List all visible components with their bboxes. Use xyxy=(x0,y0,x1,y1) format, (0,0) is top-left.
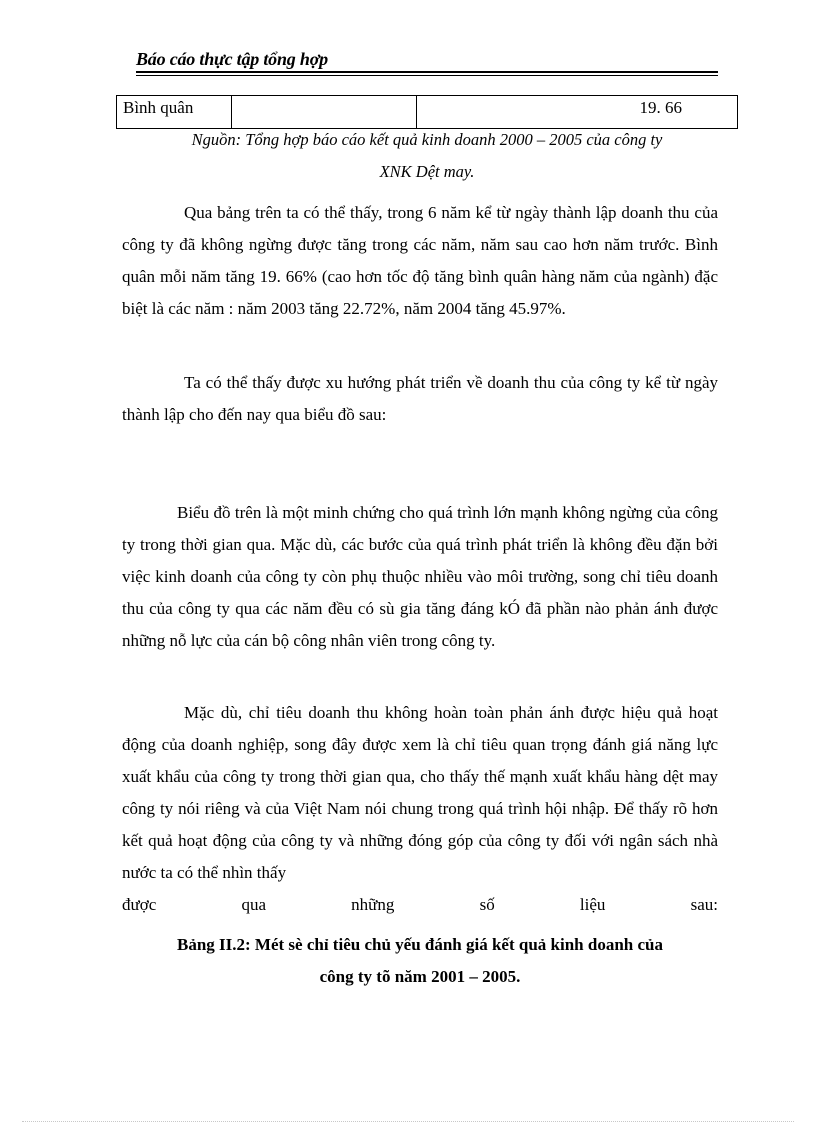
word: những xyxy=(351,895,395,914)
paragraph-revenue-importance xyxy=(122,697,718,921)
paragraph-chart-intro xyxy=(122,367,718,431)
paragraph-text: Ta có thể thấy được xu hướng phát triển về doanh thu của công ty kể từ ngày thành lập cho đến nay qua biểu đồ sau: xyxy=(122,373,718,424)
table-caption-line-2: công ty tõ năm 2001 – 2005. xyxy=(319,967,521,986)
word: sau: xyxy=(690,895,718,914)
paragraph-revenue-growth xyxy=(122,197,718,325)
table-caption-line-1: Bảng II.2: Mét sè chỉ tiêu chủ yếu đánh giá kết quả kinh doanh của xyxy=(176,935,664,954)
word: được xyxy=(122,895,157,914)
word: liệu xyxy=(579,895,606,914)
page-bottom-divider xyxy=(22,1121,794,1122)
page-header xyxy=(136,48,718,76)
paragraph-chart-commentary xyxy=(122,497,718,657)
source-note-line-2: XNK Dệt may. xyxy=(379,162,475,181)
page-header-title: Báo cáo thực tập tổng hợp xyxy=(136,49,328,69)
word: qua xyxy=(241,895,266,914)
table-caption xyxy=(122,929,718,993)
source-note xyxy=(116,124,738,188)
paragraph-text: Biểu đồ trên là một minh chứng cho quá trình lớn mạnh không ngừng của công ty trong thời gian qua. Mặc dù, các bước của quá trình phát triển là không đều đặn bởi việc kinh doanh của công ty còn phụ thuộc nhiều vào môi trường, song chỉ tiêu doanh thu của công ty qua các năm đều có sù gia tăng đáng kÓ đã phần nào phản ánh được những nỗ lực của cán bộ công nhân viên trong công ty. xyxy=(122,503,718,650)
paragraph-text: Qua bảng trên ta có thể thấy, trong 6 năm kể từ ngày thành lập doanh thu của công ty đã không ngừng được tăng trong các năm, năm sau cao hơn năm trước. Bình quân mỗi năm tăng 19. 66% (cao hơn tốc độ tăng bình quân hàng năm của ngành) đặc biệt là các năm : năm 2003 tăng 22.72%, năm 2004 tăng 45.97%. xyxy=(122,203,718,318)
header-double-rule xyxy=(136,71,718,76)
table-cell-label: Bình quân xyxy=(117,96,232,129)
word: số xyxy=(479,895,495,914)
source-note-line-1: Nguồn: Tổng hợp báo cáo kết quả kinh doanh 2000 – 2005 của công ty xyxy=(191,130,663,149)
table-cell-average-value: 19. 66 xyxy=(417,96,738,129)
paragraph-text: Mặc dù, chỉ tiêu doanh thu không hoàn toàn phản ánh được hiệu quả hoạt động của doanh nghiệp, song đây được xem là chỉ tiêu quan trọng đánh giá năng lực xuất khẩu của công ty trong thời gian qua, cho thấy thế mạnh xuất khẩu hàng dệt may công ty nói riêng và của Việt Nam nói chung trong quá trình hội nhập. Để thấy rõ hơn kết quả hoạt động của công ty và những đóng góp của công ty đối với ngân sách nhà nước ta có thể nhìn thấy xyxy=(122,703,718,882)
paragraph-last-line xyxy=(122,889,718,921)
